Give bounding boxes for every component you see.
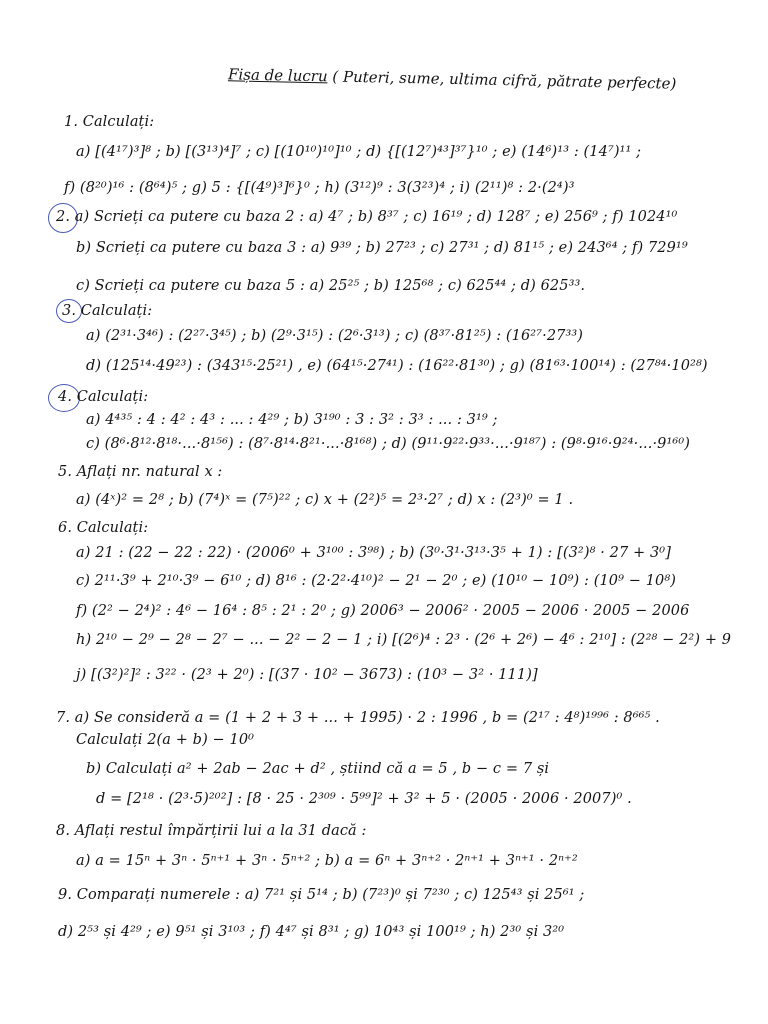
exercise-6-line-h: h) 2¹⁰ − 2⁹ − 2⁸ − 2⁷ − ... − 2² − 2 − 1 ; i) [(2⁶)⁴ : 2³ · (2⁶ + 2⁶) − 4⁶ : 2¹⁰] : (2²⁸ − 2²) + 9 bbox=[76, 632, 732, 648]
exercise-3-line-a: a) (2³¹·3⁴⁶) : (2²⁷·3⁴⁵) ; b) (2⁹·3¹⁵) : (2⁶·3¹³) ; c) (8³⁷·81²⁵) : (16²⁷·27³³) bbox=[86, 328, 584, 344]
exercise-1-heading: 1. Calculați: bbox=[64, 114, 155, 130]
exercise-5-heading: 5. Aflați nr. natural x : bbox=[58, 464, 223, 480]
exercise-4-heading: 4. Calculați: bbox=[58, 389, 149, 405]
title-subtitle: ( Puteri, sume, ultima cifră, pătrate perfecte) bbox=[332, 67, 677, 93]
exercise-2-line-b: b) Scrieți ca putere cu baza 3 : a) 9³⁹ ; b) 27²³ ; c) 27³¹ ; d) 81¹⁵ ; e) 243⁶⁴ ; f) 729¹⁹ bbox=[76, 240, 688, 256]
exercise-2-line-a: 2. a) Scrieți ca putere cu baza 2 : a) 4⁷ ; b) 8³⁷ ; c) 16¹⁹ ; d) 128⁷ ; e) 256⁹ ; f) 1024¹⁰ bbox=[56, 209, 678, 225]
exercise-1-line-f: f) (8²⁰)¹⁶ : (8⁶⁴)⁵ ; g) 5 : {[(4⁹)³]⁶}⁰ ; h) (3¹²)⁹ : 3(3²³)⁴ ; i) (2¹¹)⁸ : 2·(2⁴)³ bbox=[64, 180, 575, 196]
exercise-7-line-a: 7. a) Se consideră a = (1 + 2 + 3 + ... + 1995) · 2 : 1996 , b = (2¹⁷ : 4⁸)¹⁹⁹⁶ : 8⁶⁶⁵ . bbox=[56, 710, 660, 726]
exercise-4-line-a: a) 4⁴³⁵ : 4 : 4² : 4³ : ... : 4²⁹ ; b) 3¹⁹⁰ : 3 : 3² : 3³ : ... : 3¹⁹ ; bbox=[86, 412, 498, 428]
exercise-1-line-a: a) [(4¹⁷)³]⁸ ; b) [(3¹³)⁴]⁷ ; c) [(10¹⁰)¹⁰]¹⁰ ; d) {[(12⁷)⁴³]³⁷}¹⁰ ; e) (14⁶)¹³ : (14⁷)¹¹ ; bbox=[76, 144, 642, 160]
worksheet-title bbox=[228, 65, 677, 92]
exercise-5-line-a: a) (4ˣ)² = 2⁸ ; b) (7⁴)ˣ = (7⁵)²² ; c) x + (2²)⁵ = 2³·2⁷ ; d) x : (2³)⁰ = 1 . bbox=[76, 492, 574, 508]
exercise-6-line-a: a) 21 : (22 − 22 : 22) · (2006⁰ + 3¹⁰⁰ : 3⁹⁸) ; b) (3⁰·3¹·3¹³·3⁵ + 1) : [(3²)⁸ · 27 + 3⁰] bbox=[76, 545, 671, 561]
exercise-9-line-a: 9. Comparați numerele : a) 7²¹ și 5¹⁴ ; b) (7²³)⁰ și 7²³⁰ ; c) 125⁴³ și 25⁶¹ ; bbox=[58, 887, 585, 903]
exercise-3-heading: 3. Calculați: bbox=[62, 303, 153, 319]
exercise-6-line-c: c) 2¹¹·3⁹ + 2¹⁰·3⁹ − 6¹⁰ ; d) 8¹⁶ : (2·2²·4¹⁰)² − 2¹ − 2⁰ ; e) (10¹⁰ − 10⁹) : (10⁹ − 10⁸) bbox=[76, 573, 677, 589]
exercise-8-line-a: a) a = 15ⁿ + 3ⁿ · 5ⁿ⁺¹ + 3ⁿ · 5ⁿ⁺² ; b) a = 6ⁿ + 3ⁿ⁺² · 2ⁿ⁺¹ + 3ⁿ⁺¹ · 2ⁿ⁺² bbox=[76, 853, 578, 869]
exercise-9-line-d: d) 2⁵³ și 4²⁹ ; e) 9⁵¹ și 3¹⁰³ ; f) 4⁴⁷ și 8³¹ ; g) 10⁴³ și 100¹⁹ ; h) 2³⁰ și 3²⁰ bbox=[58, 924, 565, 940]
exercise-7-line-b: b) Calculați a² + 2ab − 2ac + d² , știind că a = 5 , b − c = 7 și bbox=[86, 761, 550, 777]
exercise-6-heading: 6. Calculați: bbox=[58, 520, 149, 536]
exercise-4-line-c: c) (8⁶·8¹²·8¹⁸·...·8¹⁵⁶) : (8⁷·8¹⁴·8²¹·...·8¹⁶⁸) ; d) (9¹¹·9²²·9³³·...·9¹⁸⁷) : (9⁸·9¹⁶·9²⁴·...·9¹⁶⁰) bbox=[86, 436, 690, 452]
title-main: Fișa de lucru bbox=[227, 65, 328, 86]
exercise-2-line-c: c) Scrieți ca putere cu baza 5 : a) 25²⁵ ; b) 125⁶⁸ ; c) 625⁴⁴ ; d) 625³³. bbox=[76, 278, 586, 294]
exercise-3-line-d: d) (125¹⁴·49²³) : (343¹⁵·25²¹) , e) (64¹⁵·27⁴¹) : (16²²·81³⁰) ; g) (81⁶³·100¹⁴) : (27⁸⁴·10²⁸) bbox=[86, 358, 708, 374]
exercise-7-line-d: d = [2¹⁸ · (2³·5)²⁰²] : [8 · 25 · 2³⁰⁹ · 5⁹⁹]² + 3² + 5 · (2005 · 2006 · 2007)⁰ . bbox=[96, 791, 632, 807]
exercise-6-line-f: f) (2² − 2⁴)² : 4⁶ − 16⁴ : 8⁵ : 2¹ : 2⁰ ; g) 2006³ − 2006² · 2005 − 2006 · 2005 − 2006 bbox=[76, 603, 690, 619]
exercise-8-heading: 8. Aflați restul împărțirii lui a la 31 dacă : bbox=[56, 823, 367, 839]
exercise-6-line-j: j) [(3²)²]² : 3²² · (2³ + 2⁰) : [(37 · 10² − 3673) : (10³ − 3² · 111)] bbox=[76, 667, 538, 683]
exercise-7-compute: Calculați 2(a + b) − 10⁰ bbox=[76, 732, 255, 748]
